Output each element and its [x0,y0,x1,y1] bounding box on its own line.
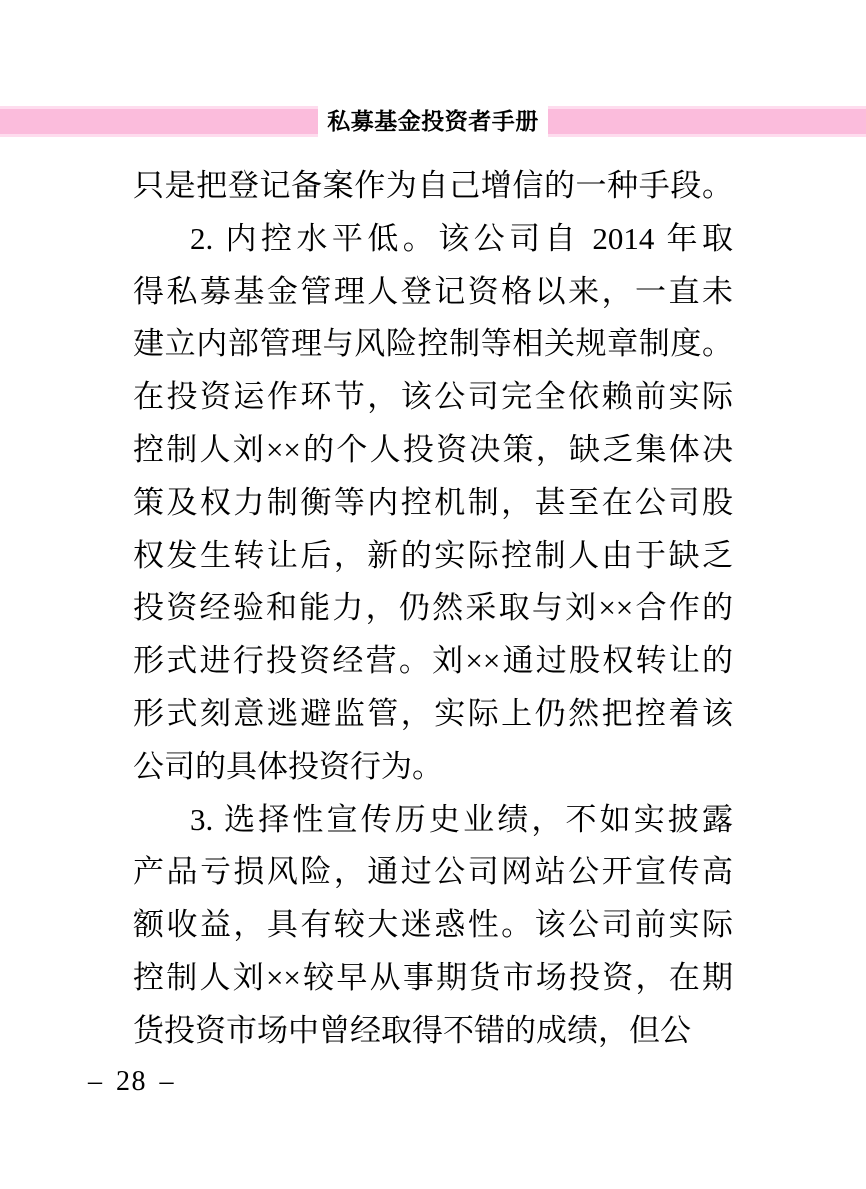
text-line: 权发生转让后，新的实际控制人由于缺乏 [133,537,733,573]
text-line: 3. 选择性宣传历史业绩，不如实披露 [190,801,733,837]
text-line: 在投资运作环节，该公司完全依赖前实际 [133,379,733,415]
text-line: 投资经验和能力，仍然采取与刘××合作的 [133,590,733,626]
header-title: 私募基金投资者手册 [327,109,539,134]
text-line: 公司的具体投资行为。 [133,748,443,784]
header-band-right [548,106,866,137]
text-line: 得私募基金管理人登记资格以来，一直未 [133,273,733,309]
page-number: – 28 – [88,1066,175,1097]
text-line: 形式刻意逃避监管，实际上仍然把控着该 [133,695,733,731]
text-line: 策及权力制衡等内控机制，甚至在公司股 [133,484,733,520]
text-line: 额收益，具有较大迷惑性。该公司前实际 [133,907,733,943]
text-line: 控制人刘××的个人投资决策，缺乏集体决 [133,431,733,467]
page-header [0,106,866,137]
text-line: 只是把登记备案作为自己增信的一种手段。 [133,168,733,203]
text-line: 形式进行投资经营。刘××通过股权转让的 [133,643,733,679]
text-line: 2. 内控水平低。该公司自 2014 年取 [190,220,733,256]
text-line: 控制人刘××较早从事期货市场投资，在期 [133,959,733,995]
text-line: 货投资市场中曾经取得不错的成绩，但公 [133,1012,691,1048]
body-text [133,160,733,1058]
text-line: 产品亏损风险，通过公司网站公开宣传高 [133,854,733,890]
text-line: 建立内部管理与风险控制等相关规章制度。 [133,326,733,362]
header-band-left [0,106,318,137]
